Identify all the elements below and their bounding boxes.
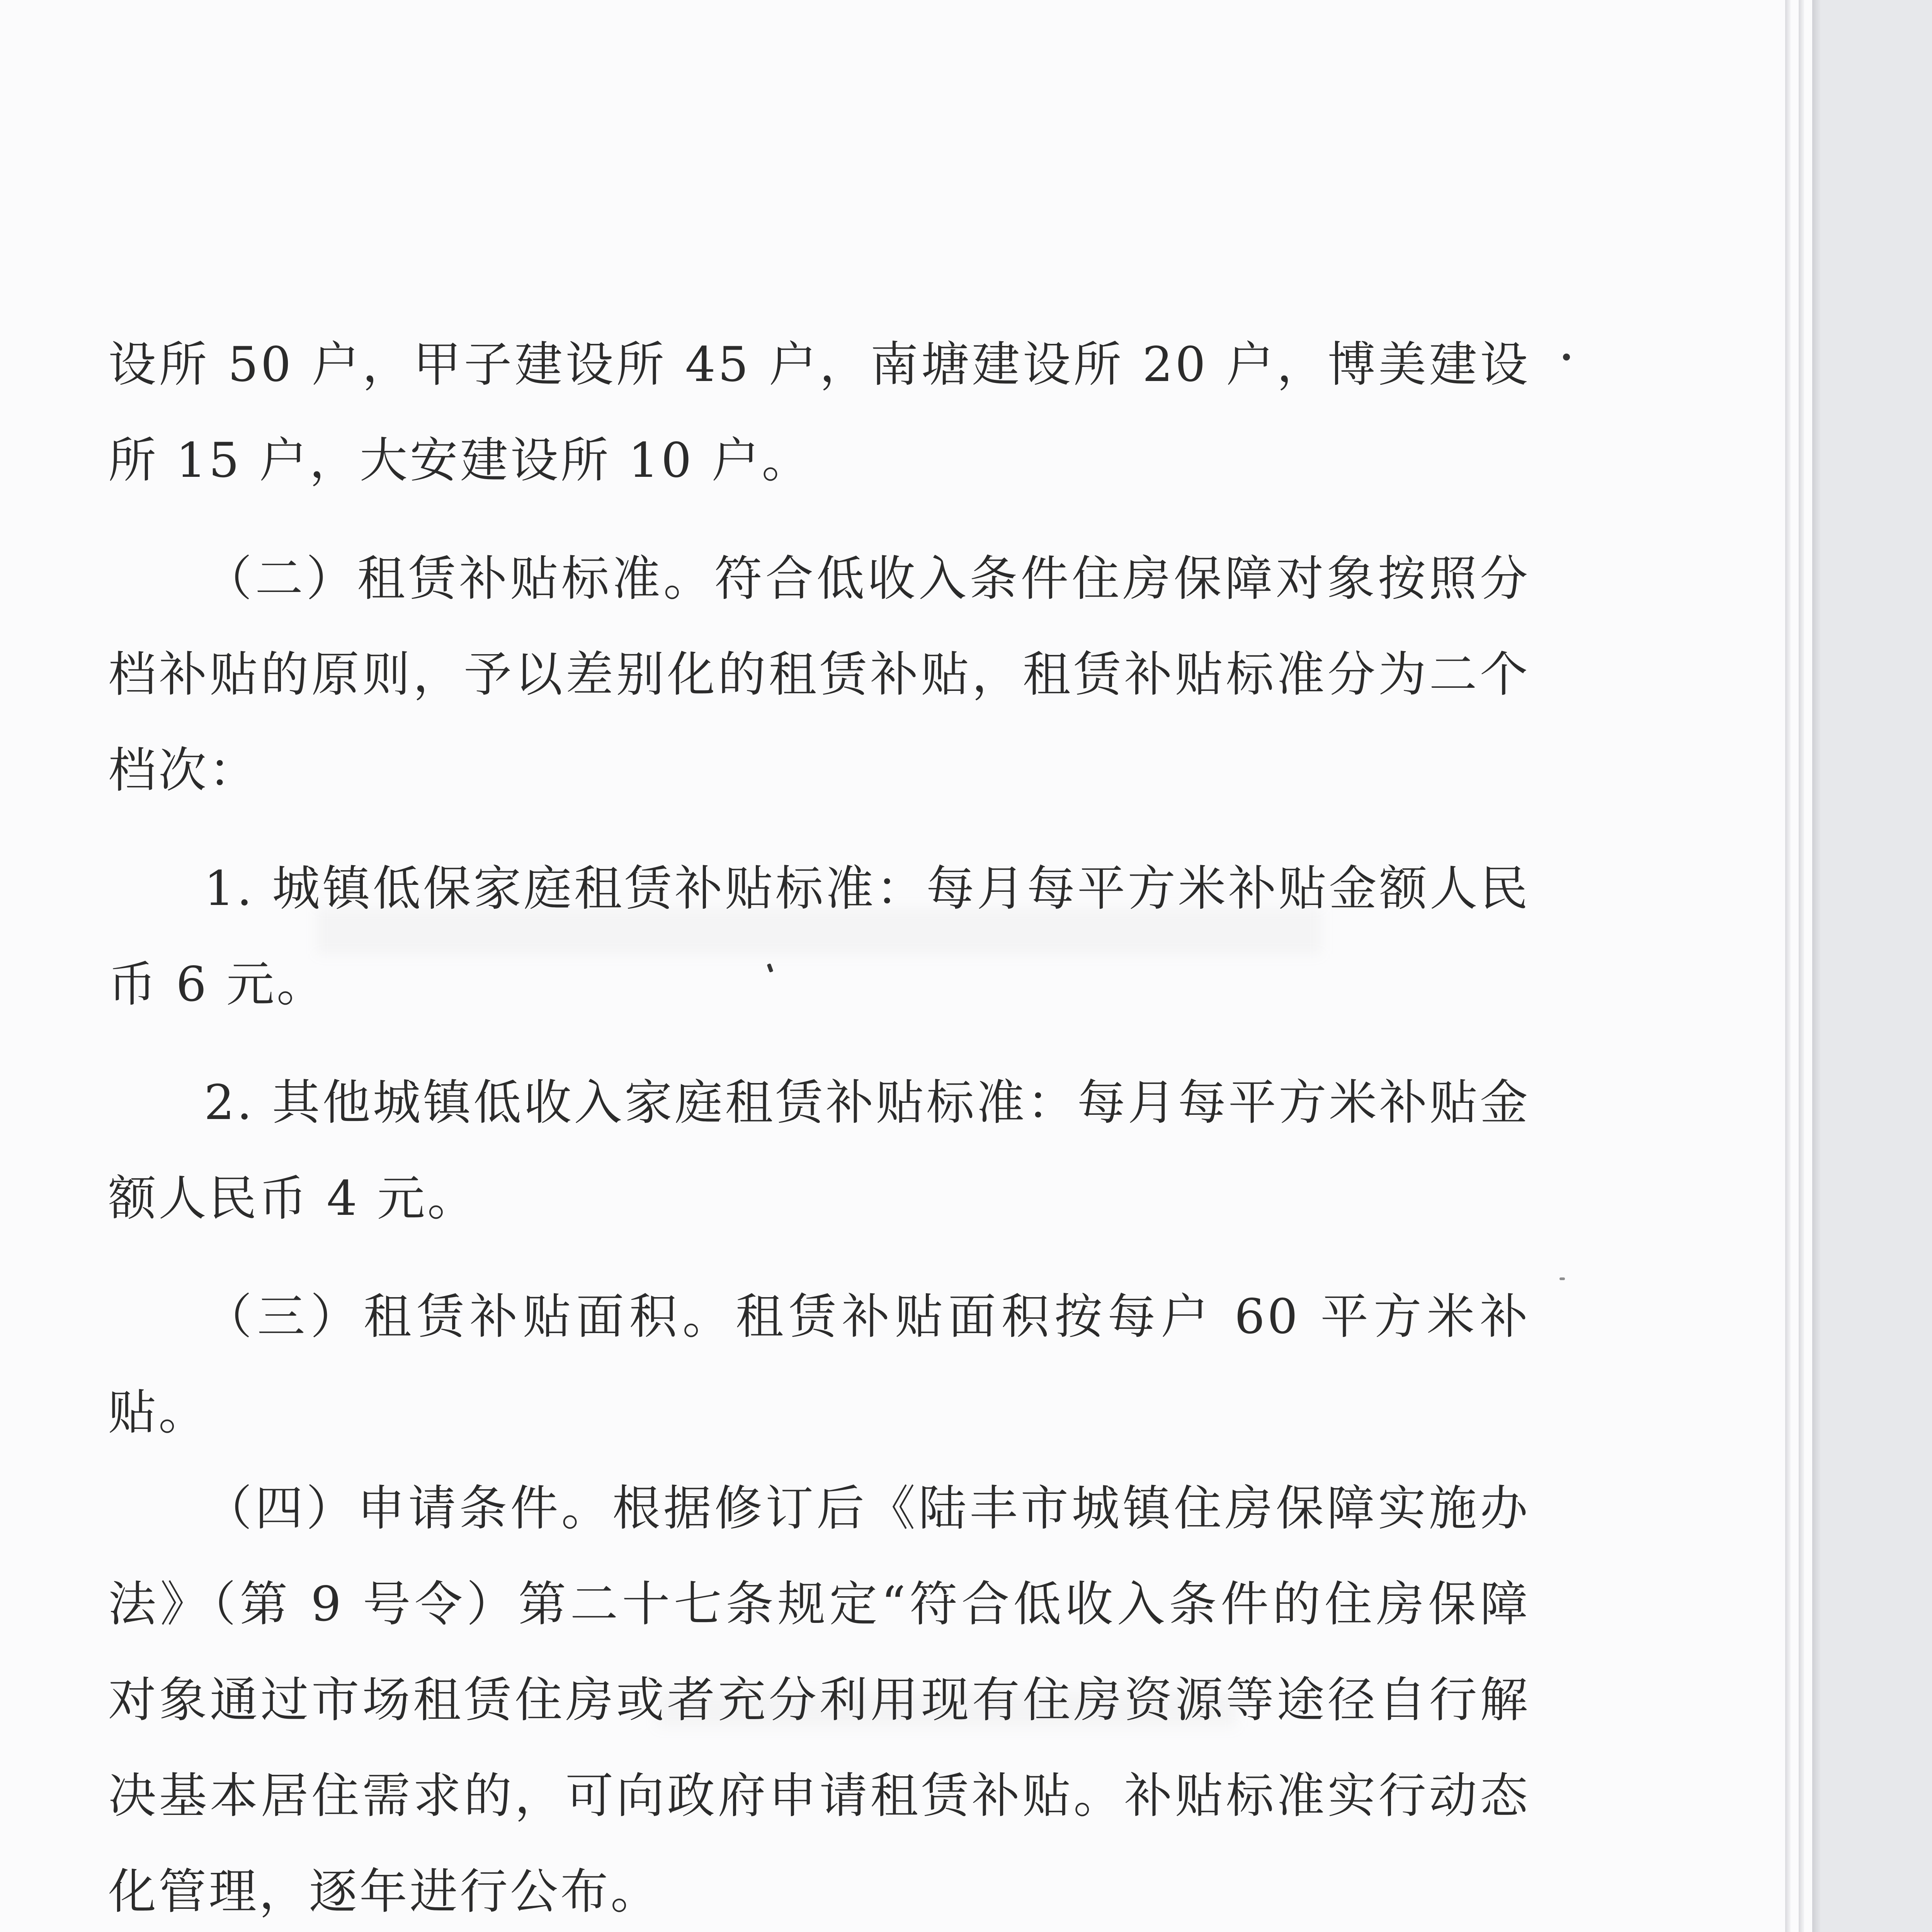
paper-edge	[1812, 0, 1821, 1932]
paragraph-subsidy-tier-1: 1. 城镇低保家庭租赁补贴标准：每月每平方米补贴金额人民币 6 元。	[108, 861, 1530, 1012]
paper-edge	[1799, 0, 1804, 1932]
paragraph-households: 设所 50 户，甲子建设所 45 户，南塘建设所 20 户，博美建设所 15 户，大安建设所 10 户。	[108, 337, 1530, 488]
scan-speck	[1560, 1277, 1565, 1280]
paper-edge	[1785, 0, 1791, 1932]
paragraph-application-conditions: （四）申请条件。根据修订后《陆丰市城镇住房保障实施办法》（第 9 号令）第二十七条规定“符合低收入条件的住房保障对象通过市场租赁住房或者充分利用现有住房资源等途径自行解决基本居住需求的，可向政府申请租赁补贴。补贴标准实行动态化管理，逐年进行公布。	[108, 1481, 1530, 1920]
paragraph-rental-subsidy-standard: （二）租赁补贴标准。符合低收入条件住房保障对象按照分档补贴的原则，予以差别化的租赁补贴，租赁补贴标准分为二个档次：	[108, 551, 1530, 798]
scanner-background	[1821, 0, 1932, 1932]
scan-speck	[1563, 354, 1570, 361]
paragraph-subsidy-tier-2: 2. 其他城镇低收入家庭租赁补贴标准：每月每平方米补贴金额人民币 4 元。	[108, 1075, 1530, 1226]
paragraph-subsidy-area: （三）租赁补贴面积。租赁补贴面积按每户 60 平方米补贴。	[108, 1289, 1530, 1440]
document-body	[108, 317, 1530, 1932]
